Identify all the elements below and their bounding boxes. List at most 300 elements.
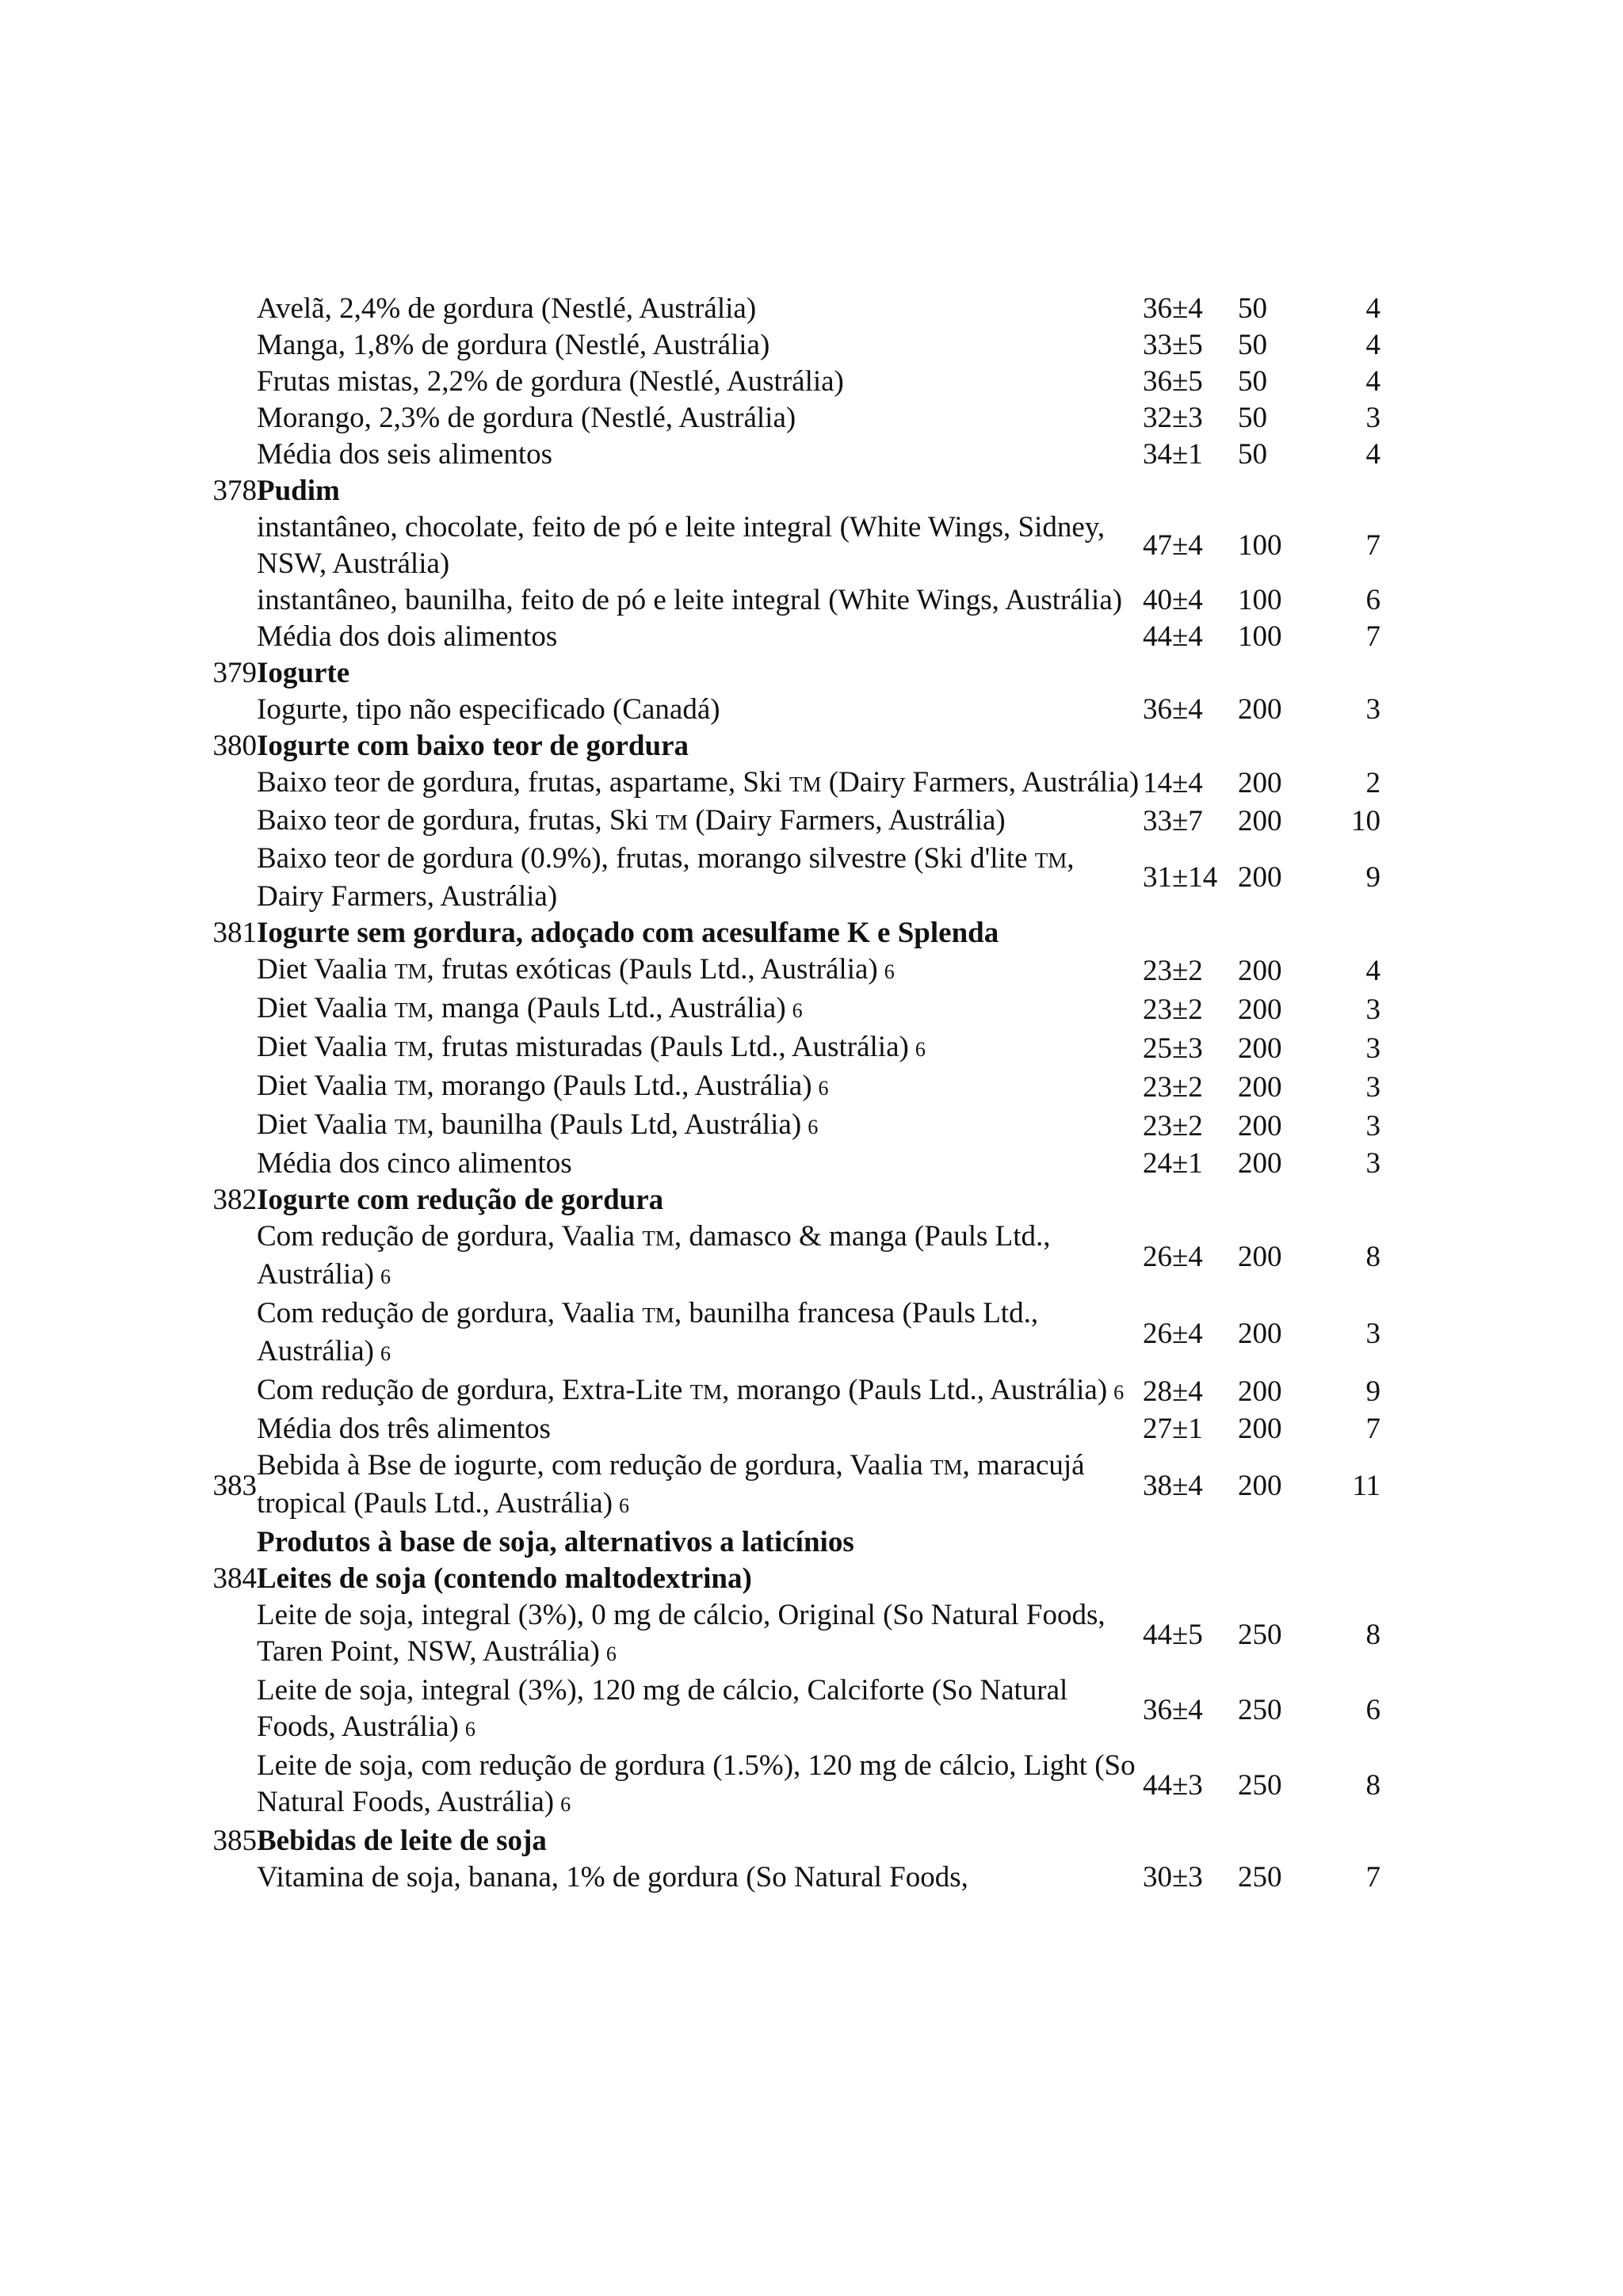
- glycemic-index-text: 27±1: [1143, 1413, 1203, 1445]
- item-description-text: Iogurte sem gordura, adoçado com acesulfame K e Splenda: [257, 917, 999, 949]
- item-number: [208, 1146, 257, 1182]
- item-number: [208, 437, 257, 473]
- glycemic-index-text: 26±4: [1143, 1240, 1203, 1273]
- glycemic-load: [1349, 1372, 1381, 1411]
- glycemic-index-text: 34±1: [1143, 438, 1203, 471]
- serving-size: [1238, 582, 1349, 619]
- item-description: [257, 1859, 1143, 1896]
- item-number: [208, 1107, 257, 1146]
- glycemic-index: [1143, 1561, 1238, 1597]
- serving-size-text: 200: [1238, 1070, 1282, 1104]
- table-row: [208, 582, 1381, 619]
- item-description-text: Iogurte, tipo não especificado (Canadá): [257, 693, 720, 726]
- footnote-ref: 6: [619, 1494, 630, 1517]
- table-heading-row: [208, 655, 1381, 692]
- serving-size: [1238, 655, 1349, 692]
- item-number: [208, 990, 257, 1029]
- item-description: [257, 582, 1143, 619]
- item-description: [257, 952, 1143, 990]
- item-number-text: 384: [212, 1562, 257, 1595]
- serving-size: [1238, 1068, 1349, 1107]
- glycemic-load: [1349, 437, 1381, 473]
- serving-size-text: 200: [1238, 1109, 1282, 1142]
- glycemic-index-text: 32±3: [1143, 402, 1203, 434]
- item-description: [257, 327, 1143, 364]
- item-description-text: Iogurte com baixo teor de gordura: [257, 730, 689, 762]
- item-number: [208, 1672, 257, 1748]
- glycemic-index: [1143, 364, 1238, 400]
- glycemic-load: [1349, 803, 1381, 841]
- item-number: [208, 509, 257, 582]
- item-number: [208, 1859, 257, 1896]
- item-description-text: Com redução de gordura, Vaalia TM, damasco & manga (Pauls Ltd., Austrália): [257, 1220, 1051, 1291]
- item-description: [257, 364, 1143, 400]
- glycemic-index: [1143, 1447, 1238, 1524]
- glycemic-load: [1349, 728, 1381, 765]
- glycemic-index: [1143, 619, 1238, 655]
- item-number: [208, 765, 257, 803]
- serving-size-text: 200: [1238, 767, 1282, 799]
- glycemic-index-text: 47±4: [1143, 529, 1203, 562]
- serving-size-text: 250: [1238, 1768, 1282, 1802]
- glycemic-index-text: 26±4: [1143, 1317, 1203, 1350]
- glycemic-index-text: 23±2: [1143, 954, 1203, 987]
- table-row: [208, 400, 1381, 437]
- item-description-text: Bebida à Bse de iogurte, com redução de gordura, Vaalia TM, maracujá tropical (Pauls Ltd., Austrália): [257, 1449, 1085, 1520]
- glycemic-load: [1349, 1447, 1381, 1524]
- item-number: [208, 692, 257, 728]
- glycemic-load: [1349, 400, 1381, 437]
- glycemic-load: [1349, 990, 1381, 1029]
- item-number: [208, 1295, 257, 1372]
- serving-size: [1238, 619, 1349, 655]
- glycemic-load-text: 9: [1365, 861, 1381, 894]
- table-row: [208, 1146, 1381, 1182]
- item-description: [257, 915, 1143, 952]
- glycemic-index: [1143, 327, 1238, 364]
- glycemic-load-text: 6: [1365, 1693, 1381, 1726]
- glycemic-index: [1143, 291, 1238, 327]
- glycemic-index: [1143, 915, 1238, 952]
- glycemic-load: [1349, 692, 1381, 728]
- serving-size-text: 50: [1238, 438, 1267, 471]
- glycemic-index: [1143, 1029, 1238, 1068]
- glycemic-index-text: 25±3: [1143, 1032, 1203, 1065]
- glycemic-load: [1349, 1068, 1381, 1107]
- serving-size: [1238, 692, 1349, 728]
- item-description-text: Com redução de gordura, Vaalia TM, baunilha francesa (Pauls Ltd., Austrália): [257, 1297, 1039, 1367]
- item-description: [257, 803, 1143, 841]
- serving-size: [1238, 1107, 1349, 1146]
- item-description-text: Vitamina de soja, banana, 1% de gordura (So Natural Foods,: [257, 1861, 968, 1894]
- item-description-text: Média dos dois alimentos: [257, 620, 558, 653]
- serving-size: [1238, 765, 1349, 803]
- item-number-text: 383: [212, 1469, 257, 1502]
- table-row: [208, 509, 1381, 582]
- table-row: [208, 765, 1381, 803]
- table-row: [208, 1372, 1381, 1411]
- item-number: [208, 1182, 257, 1219]
- item-description: [257, 1295, 1143, 1372]
- item-number: [208, 1823, 257, 1859]
- table-row: [208, 327, 1381, 364]
- table-row: [208, 1748, 1381, 1823]
- glycemic-index-text: 38±4: [1143, 1469, 1203, 1502]
- item-description: [257, 1672, 1143, 1748]
- glycemic-load: [1349, 1219, 1381, 1295]
- item-description-text: Com redução de gordura, Extra-Lite TM, morango (Pauls Ltd., Austrália): [257, 1374, 1108, 1406]
- item-description: [257, 692, 1143, 728]
- serving-size-text: 200: [1238, 1240, 1282, 1273]
- table-row: [208, 364, 1381, 400]
- glycemic-load: [1349, 364, 1381, 400]
- glycemic-load: [1349, 582, 1381, 619]
- serving-size-text: 50: [1238, 329, 1267, 361]
- glycemic-load: [1349, 1597, 1381, 1672]
- table-row: [208, 619, 1381, 655]
- item-description-text: Diet Vaalia TM, morango (Pauls Ltd., Austrália): [257, 1070, 812, 1102]
- glycemic-index-text: 23±2: [1143, 1109, 1203, 1142]
- item-description: [257, 473, 1143, 509]
- glycemic-index-text: 24±1: [1143, 1147, 1203, 1180]
- item-number: [208, 803, 257, 841]
- serving-size: [1238, 803, 1349, 841]
- item-description-text: Diet Vaalia TM, manga (Pauls Ltd., Austrália): [257, 992, 786, 1024]
- glycemic-load: [1349, 765, 1381, 803]
- glycemic-index: [1143, 1068, 1238, 1107]
- item-description: [257, 509, 1143, 582]
- glycemic-load: [1349, 655, 1381, 692]
- glycemic-index-text: 33±5: [1143, 329, 1203, 361]
- glycemic-load-text: 3: [1365, 993, 1381, 1026]
- glycemic-load-text: 7: [1365, 620, 1381, 653]
- glycemic-index: [1143, 1524, 1238, 1561]
- serving-size-text: 200: [1238, 693, 1282, 726]
- serving-size: [1238, 364, 1349, 400]
- glycemic-index-text: 36±4: [1143, 693, 1203, 726]
- glycemic-load: [1349, 1182, 1381, 1219]
- glycemic-load-text: 3: [1365, 402, 1381, 434]
- serving-size: [1238, 1219, 1349, 1295]
- item-number: [208, 915, 257, 952]
- glycemic-index-text: 36±5: [1143, 365, 1203, 398]
- item-number: [208, 291, 257, 327]
- glycemic-load: [1349, 1029, 1381, 1068]
- table-heading-row: [208, 1182, 1381, 1219]
- glycemic-index: [1143, 728, 1238, 765]
- glycemic-load-text: 11: [1352, 1469, 1381, 1502]
- serving-size: [1238, 1748, 1349, 1823]
- item-description: [257, 1561, 1143, 1597]
- serving-size: [1238, 1597, 1349, 1672]
- item-description-text: instantâneo, chocolate, feito de pó e leite integral (White Wings, Sidney, NSW, Austrália): [257, 511, 1106, 580]
- table-row: [208, 692, 1381, 728]
- glycemic-index-text: 44±4: [1143, 620, 1203, 653]
- item-number-text: 378: [212, 475, 257, 507]
- glycemic-load-text: 4: [1365, 329, 1381, 361]
- glycemic-load-text: 9: [1365, 1375, 1381, 1408]
- item-description-text: instantâneo, baunilha, feito de pó e leite integral (White Wings, Austrália): [257, 584, 1123, 616]
- glycemic-load-text: 10: [1351, 805, 1381, 837]
- glycemic-load: [1349, 473, 1381, 509]
- serving-size: [1238, 1561, 1349, 1597]
- item-number: [208, 728, 257, 765]
- serving-size-text: 200: [1238, 805, 1282, 837]
- glycemic-index-text: 30±3: [1143, 1861, 1203, 1894]
- item-description: [257, 765, 1143, 803]
- glycemic-load-text: 8: [1365, 1768, 1381, 1802]
- item-description: [257, 728, 1143, 765]
- item-description: [257, 291, 1143, 327]
- serving-size: [1238, 1029, 1349, 1068]
- serving-size: [1238, 1182, 1349, 1219]
- footnote-ref: 6: [560, 1793, 571, 1816]
- table-row: [208, 1107, 1381, 1146]
- glycemic-index-text: 33±7: [1143, 805, 1203, 837]
- footnote-ref: 6: [464, 1718, 475, 1741]
- item-description-text: Leite de soja, integral (3%), 0 mg de cálcio, Original (So Natural Foods, Taren Point, NSW, Austrália): [257, 1599, 1106, 1668]
- glycemic-index-text: 44±3: [1143, 1768, 1203, 1802]
- footnote-ref: 6: [380, 1265, 391, 1288]
- table-row: [208, 1447, 1381, 1524]
- item-description-text: Baixo teor de gordura (0.9%), frutas, morango silvestre (Ski d'lite TM, Dairy Farmers, Austrália): [257, 842, 1075, 913]
- glycemic-load-text: 4: [1365, 292, 1381, 325]
- table-row: [208, 1295, 1381, 1372]
- serving-size: [1238, 1411, 1349, 1447]
- serving-size-text: 200: [1238, 861, 1282, 894]
- glycemic-index: [1143, 841, 1238, 915]
- footnote-ref: 6: [605, 1642, 617, 1665]
- table-heading-row: [208, 473, 1381, 509]
- glycemic-index-text: 36±4: [1143, 1693, 1203, 1726]
- footnote-ref: 6: [380, 1342, 391, 1365]
- item-number: [208, 364, 257, 400]
- table-heading-row: [208, 1524, 1381, 1561]
- serving-size: [1238, 915, 1349, 952]
- item-description-text: Leite de soja, com redução de gordura (1.5%), 120 mg de cálcio, Light (So Natural Foods, Austrália): [257, 1749, 1136, 1818]
- table-row: [208, 1068, 1381, 1107]
- item-number: [208, 952, 257, 990]
- item-description: [257, 1372, 1143, 1411]
- table-row: [208, 841, 1381, 915]
- glycemic-load-text: 3: [1365, 1109, 1381, 1142]
- glycemic-load: [1349, 1107, 1381, 1146]
- footnote-ref: 6: [818, 1077, 829, 1100]
- glycemic-load-text: 3: [1365, 1317, 1381, 1350]
- table-row: [208, 1029, 1381, 1068]
- glycemic-load: [1349, 1823, 1381, 1859]
- item-description-text: Baixo teor de gordura, frutas, Ski TM (Dairy Farmers, Austrália): [257, 804, 1006, 837]
- serving-size-text: 50: [1238, 365, 1267, 398]
- glycemic-index: [1143, 1748, 1238, 1823]
- table-heading-row: [208, 1561, 1381, 1597]
- glycemic-index-text: 28±4: [1143, 1375, 1203, 1408]
- item-description-text: Frutas mistas, 2,2% de gordura (Nestlé, Austrália): [257, 365, 844, 398]
- item-number: [208, 1411, 257, 1447]
- item-description-text: Baixo teor de gordura, frutas, aspartame, Ski TM (Dairy Farmers, Austrália): [257, 766, 1140, 799]
- item-description-text: Média dos três alimentos: [257, 1413, 551, 1445]
- serving-size-text: 200: [1238, 1317, 1282, 1350]
- table-row: [208, 1597, 1381, 1672]
- serving-size: [1238, 437, 1349, 473]
- serving-size: [1238, 400, 1349, 437]
- item-description-text: Morango, 2,3% de gordura (Nestlé, Austrália): [257, 402, 796, 434]
- item-description-text: Leite de soja, integral (3%), 120 mg de cálcio, Calciforte (So Natural Foods, Austrália): [257, 1674, 1068, 1743]
- item-description: [257, 655, 1143, 692]
- glycemic-load: [1349, 1859, 1381, 1896]
- glycemic-index: [1143, 1823, 1238, 1859]
- serving-size: [1238, 952, 1349, 990]
- glycemic-load-text: 7: [1365, 1413, 1381, 1445]
- serving-size: [1238, 473, 1349, 509]
- item-description-text: Iogurte com redução de gordura: [257, 1184, 664, 1216]
- item-description: [257, 437, 1143, 473]
- serving-size-text: 100: [1238, 620, 1282, 653]
- serving-size: [1238, 1823, 1349, 1859]
- serving-size-text: 100: [1238, 584, 1282, 616]
- item-number: [208, 1748, 257, 1823]
- glycemic-index-text: 44±5: [1143, 1618, 1203, 1651]
- item-description: [257, 1597, 1143, 1672]
- glycemic-index: [1143, 1146, 1238, 1182]
- item-description: [257, 1219, 1143, 1295]
- glycemic-index-text: 23±2: [1143, 993, 1203, 1026]
- item-number: [208, 582, 257, 619]
- item-description-text: Manga, 1,8% de gordura (Nestlé, Austrália): [257, 329, 770, 361]
- glycemic-load: [1349, 1146, 1381, 1182]
- item-description: [257, 1524, 1143, 1561]
- glycemic-index: [1143, 990, 1238, 1029]
- glycemic-load: [1349, 1672, 1381, 1748]
- serving-size: [1238, 291, 1349, 327]
- item-description: [257, 1447, 1143, 1524]
- glycemic-load: [1349, 1411, 1381, 1447]
- glycemic-load-text: 7: [1365, 529, 1381, 562]
- table-row: [208, 1672, 1381, 1748]
- item-number-text: 385: [212, 1825, 257, 1857]
- table-row: [208, 291, 1381, 327]
- glycemic-load: [1349, 291, 1381, 327]
- glycemic-load-text: 4: [1365, 438, 1381, 471]
- table-row: [208, 1859, 1381, 1896]
- item-description: [257, 1411, 1143, 1447]
- item-description-text: Avelã, 2,4% de gordura (Nestlé, Austrália): [257, 292, 757, 325]
- table-body: [208, 291, 1381, 1896]
- serving-size: [1238, 728, 1349, 765]
- glycemic-index: [1143, 1295, 1238, 1372]
- glycemic-index: [1143, 437, 1238, 473]
- glycemic-index: [1143, 1219, 1238, 1295]
- item-description: [257, 1748, 1143, 1823]
- glycemic-index-text: 14±4: [1143, 767, 1203, 799]
- serving-size: [1238, 841, 1349, 915]
- serving-size: [1238, 1295, 1349, 1372]
- item-description: [257, 990, 1143, 1029]
- table-row: [208, 952, 1381, 990]
- item-number: [208, 1029, 257, 1068]
- glycemic-index: [1143, 952, 1238, 990]
- glycemic-load: [1349, 1295, 1381, 1372]
- serving-size-text: 250: [1238, 1861, 1282, 1894]
- serving-size: [1238, 990, 1349, 1029]
- serving-size-text: 250: [1238, 1618, 1282, 1651]
- glycemic-load-text: 4: [1365, 365, 1381, 398]
- serving-size-text: 200: [1238, 1147, 1282, 1180]
- item-description: [257, 619, 1143, 655]
- item-description-text: Diet Vaalia TM, frutas misturadas (Pauls Ltd., Austrália): [257, 1031, 909, 1063]
- glycemic-index: [1143, 1672, 1238, 1748]
- glycemic-load: [1349, 841, 1381, 915]
- glycemic-load-text: 3: [1365, 693, 1381, 726]
- glycemic-index-text: 31±14: [1143, 861, 1218, 894]
- footnote-ref: 6: [915, 1038, 926, 1061]
- item-description-text: Leites de soja (contendo maltodextrina): [257, 1562, 752, 1595]
- serving-size-text: 200: [1238, 1413, 1282, 1445]
- table-row: [208, 437, 1381, 473]
- item-number-text: 380: [212, 730, 257, 762]
- glycemic-load: [1349, 952, 1381, 990]
- item-number: [208, 619, 257, 655]
- footnote-ref: 6: [792, 999, 803, 1022]
- footnote-ref: 6: [884, 960, 895, 983]
- glycemic-load: [1349, 915, 1381, 952]
- glycemic-index: [1143, 582, 1238, 619]
- table-row: [208, 1219, 1381, 1295]
- item-description-text: Diet Vaalia TM, baunilha (Pauls Ltd, Austrália): [257, 1108, 802, 1141]
- footnote-ref: 6: [1113, 1381, 1125, 1404]
- serving-size: [1238, 1859, 1349, 1896]
- item-description: [257, 841, 1143, 915]
- item-number: [208, 1524, 257, 1561]
- glycemic-index: [1143, 1182, 1238, 1219]
- glycemic-index: [1143, 1372, 1238, 1411]
- item-description: [257, 1146, 1143, 1182]
- serving-size: [1238, 1146, 1349, 1182]
- glycemic-load-text: 3: [1365, 1032, 1381, 1065]
- item-description: [257, 400, 1143, 437]
- item-number: [208, 473, 257, 509]
- glycemic-index: [1143, 1859, 1238, 1896]
- glycemic-index-text: 40±4: [1143, 584, 1203, 616]
- glycemic-load-text: 2: [1365, 767, 1381, 799]
- glycemic-index: [1143, 1107, 1238, 1146]
- item-description: [257, 1068, 1143, 1107]
- glycemic-load: [1349, 1748, 1381, 1823]
- serving-size-text: 250: [1238, 1693, 1282, 1726]
- glycemic-load-text: 7: [1365, 1861, 1381, 1894]
- serving-size: [1238, 1447, 1349, 1524]
- glycemic-load: [1349, 619, 1381, 655]
- glycemic-load-text: 3: [1365, 1070, 1381, 1104]
- footnote-ref: 6: [808, 1116, 819, 1138]
- item-number: [208, 400, 257, 437]
- item-description-text: Bebidas de leite de soja: [257, 1825, 547, 1857]
- item-description-text: Produtos à base de soja, alternativos a laticínios: [257, 1526, 854, 1558]
- serving-size: [1238, 1372, 1349, 1411]
- food-table: [208, 291, 1381, 1896]
- serving-size-text: 200: [1238, 954, 1282, 987]
- glycemic-index: [1143, 803, 1238, 841]
- item-number: [208, 655, 257, 692]
- serving-size-text: 50: [1238, 292, 1267, 325]
- item-description-text: Iogurte: [257, 657, 350, 689]
- serving-size-text: 100: [1238, 529, 1282, 562]
- glycemic-index: [1143, 1411, 1238, 1447]
- glycemic-load-text: 6: [1365, 584, 1381, 616]
- glycemic-load-text: 8: [1365, 1618, 1381, 1651]
- serving-size-text: 50: [1238, 402, 1267, 434]
- item-description-text: Média dos cinco alimentos: [257, 1147, 572, 1180]
